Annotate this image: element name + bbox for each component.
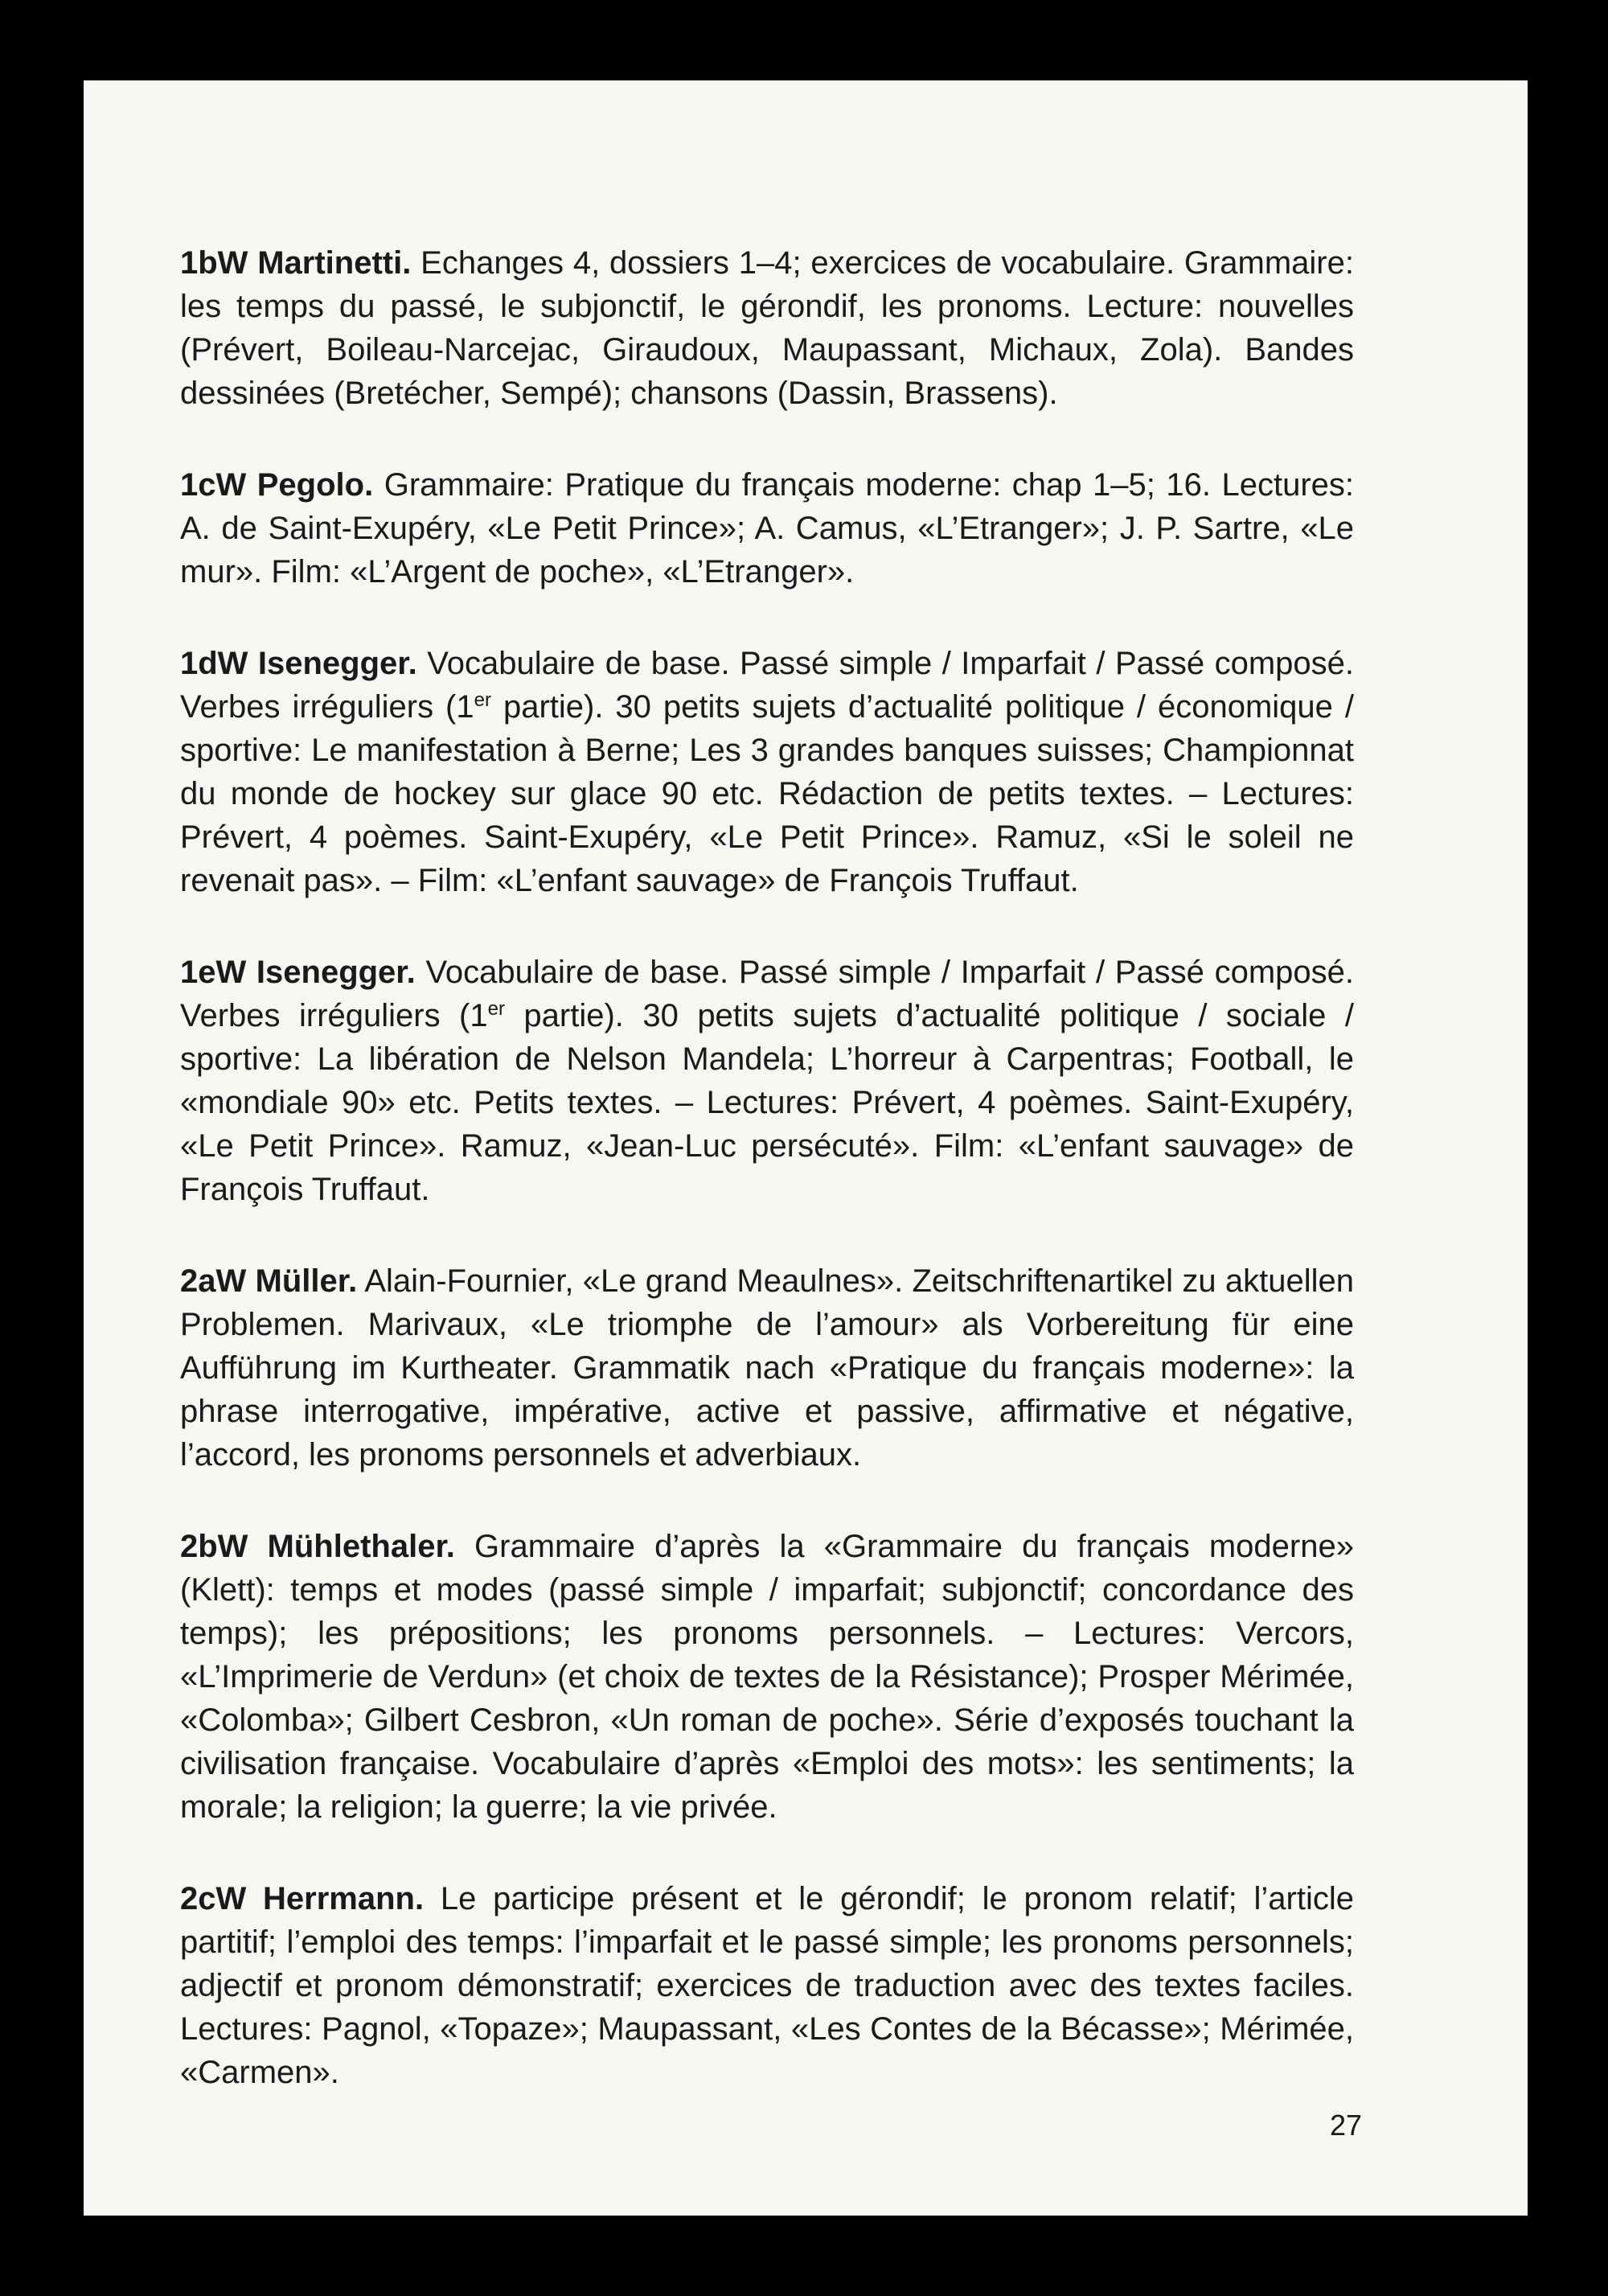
entry-text: Alain-Fournier, «Le grand Meaulnes». Zeitschriftenartikel zu aktuellen Problemen. Marivaux, «Le triomphe de l’amour» als Vorbereitung für eine Aufführung im Kurtheater. Grammatik nach «Pratique du français moderne»: la phrase interrogative, impérative, active et passive, affirmative et négative, l’accord, les pronoms personnels et adverbiaux. [180,1263,1354,1472]
entry-text: Grammaire: Pratique du français moderne: chap 1–5; 16. Lectures: A. de Saint-Exupéry, «Le Petit Prince»; A. Camus, «L’Etranger»; J. P. Sartre, «Le mur». Film: «L’Argent de poche», «L’Etranger». [180,467,1355,589]
class-entry-2cw [180,1877,1354,2094]
class-entry-2aw [180,1259,1354,1477]
entry-text: Le participe présent et le gérondif; le pronom relatif; l’article partitif; l’emploi des temps: l’imparfait et le passé simple; les pronoms personnels; adjectif et pronom démonstratif; exercices de traduction avec des textes faciles. Lectures: Pagnol, «Topaze»; Maupassant, «Les Contes de la Bécasse»; Mérimée, «Carmen». [180,1881,1355,2090]
class-entry-1cw [180,463,1354,594]
entry-heading: 2aW Müller. [180,1263,358,1299]
class-entry-1bw [180,241,1354,415]
entry-text-continued: partie). 30 petits sujets d’actualité politique / sociale / sportive: La libération de Nelson Mandela; L’horreur à Carpentras; Football, le «mondiale 90» etc. Petits textes. – Lectures: Prévert, 4 poèmes. Saint-Exupéry, «Le Petit Prince». Ramuz, «Jean-Luc persécuté». Film: «L’enfant sauvage» de François Truffaut. [180,998,1354,1207]
page-number: 27 [1329,2109,1362,2142]
entry-heading: 2cW Herrmann. [180,1881,425,1916]
class-entry-1ew [180,951,1354,1211]
ordinal-superscript: er [474,689,491,711]
entry-heading: 1cW Pegolo. [180,467,374,503]
entry-heading: 1bW Martinetti. [180,245,412,281]
entry-text: Echanges 4, dossiers 1–4; exercices de vocabulaire. Grammaire: les temps du passé, le subjonctif, le gérondif, les pronoms. Lecture: nouvelles (Prévert, Boileau-Narcejac, Giraudoux, Maupassant, Michaux, Zola). Bandes dessinées (Bretécher, Sempé); chansons (Dassin, Brassens). [180,245,1354,411]
ordinal-superscript: er [487,998,505,1020]
entry-heading: 2bW Mühlethaler. [180,1529,455,1564]
entry-text: Grammaire d’après la «Grammaire du français moderne» (Klett): temps et modes (passé simple / imparfait; subjonctif; concordance des temps); les prépositions; les pronoms personnels. – Lectures: Vercors, «L’Imprimerie de Verdun» (et choix de textes de la Résistance); Prosper Mérimée, «Colomba»; Gilbert Cesbron, «Un roman de poche». Série d’exposés touchant la civilisation française. Vocabulaire d’après «Emploi des mots»: les sentiments; la morale; la religion; la guerre; la vie privée. [180,1529,1354,1825]
class-entry-1dw [180,642,1354,902]
document-page [84,80,1528,2216]
page-content [180,241,1354,2142]
entry-text: Vocabulaire de base. Passé simple / Imparfait / Passé composé. Verbes irréguliers (1 [180,955,1354,1033]
class-entry-2bw [180,1525,1354,1829]
entry-text-continued: partie). 30 petits sujets d’actualité politique / économique / sportive: Le manifestation à Berne; Les 3 grandes banques suisses; Championnat du monde de hockey sur glace 90 etc. Rédaction de petits textes. – Lectures: Prévert, 4 poèmes. Saint-Exupéry, «Le Petit Prince». Ramuz, «Si le soleil ne revenait pas». – Film: «L’enfant sauvage» de François Truffaut. [180,689,1354,898]
entry-heading: 1dW Isenegger. [180,646,417,681]
entry-text: Vocabulaire de base. Passé simple / Imparfait / Passé composé. Verbes irréguliers (1 [180,646,1354,725]
entry-heading: 1eW Isenegger. [180,955,416,990]
